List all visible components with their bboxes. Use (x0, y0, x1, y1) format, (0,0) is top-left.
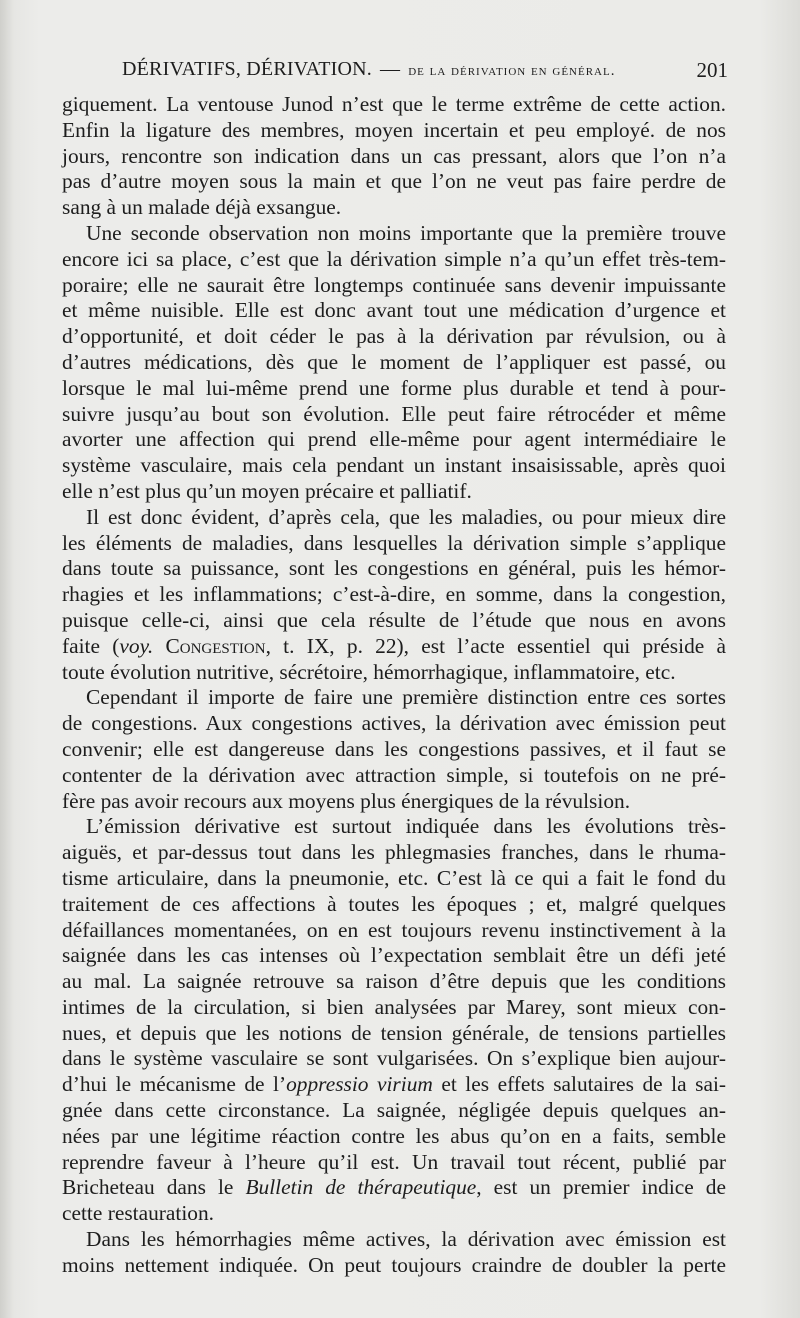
text-line: giquement. La ventouse Junod n’est que le terme extrême de cette action. (62, 92, 726, 116)
text-line: gnée dans cette circonstance. La saignée, négligée depuis quelques an- (62, 1098, 726, 1123)
text-line: dans toute sa puissance, sont les congestions en général, puis les hémor- (62, 556, 726, 581)
text-line: saignée dans les cas intenses où l’expectation semblait être un défi jeté (62, 943, 726, 968)
section-title: de la dérivation en général. (408, 63, 616, 79)
text-line: système vasculaire, mais cela pendant un instant insaisissable, après quoi (62, 453, 726, 478)
text-run: d’hui le mécanisme de l’ (62, 1072, 287, 1097)
text-line: toute évolution nutritive, sécrétoire, hémorrhagique, inflammatoire, etc. (62, 659, 676, 684)
text-line: Il est donc évident, d’après cela, que les maladies, ou pour mieux dire (86, 504, 726, 529)
text-line: reprendre faveur à l’heure qu’il est. Un travail tout récent, publié par (62, 1149, 726, 1174)
text-line: traitement de ces affections à toutes les époques ; et, malgré quelques (62, 891, 726, 916)
text-line: contenter de la dérivation avec attraction simple, si toutefois on ne pré- (62, 762, 726, 787)
text-line (62, 634, 726, 660)
text-line: avorter une affection qui prend elle-même pour agent intermédiaire le (62, 427, 726, 452)
text-line: pas d’autre moyen sous la main et que l’on ne veut pas faire perdre de (62, 169, 726, 194)
text-line: suivre jusqu’au bout son évolution. Elle peut faire rétrocéder et même (62, 401, 726, 426)
text-run: , est un premier indice de (476, 1175, 726, 1200)
text-line: cette restauration. (62, 1201, 215, 1226)
text-line: encore ici sa place, c’est que la dérivation simple n’a qu’un effet très-tem- (62, 246, 726, 271)
text-run: , t. IX, p. 22), est l’acte essentiel qui préside à (265, 633, 726, 658)
header-title (122, 58, 615, 81)
running-title: DÉRIVATIFS, DÉRIVATION. (122, 58, 372, 80)
text-line: Enfin la ligature des membres, moyen incertain et peu employé. de nos (62, 117, 726, 142)
text-line (62, 1072, 726, 1098)
text-line: aiguës, et par-dessus tout dans les phlegmasies franches, dans le rhuma- (62, 840, 726, 865)
small-caps-text: Congestion (153, 633, 266, 658)
text-run: Bricheteau dans le (62, 1175, 246, 1200)
header-dash: — (380, 58, 401, 80)
text-line: dans le système vasculaire se sont vulgarisées. On s’explique bien aujour- (62, 1046, 726, 1071)
text-line: d’opportunité, et doit céder le pas à la dérivation par révulsion, ou à (62, 324, 726, 349)
text-line: Dans les hémorrhagies même actives, la dérivation avec émission est (86, 1227, 726, 1252)
text-line: moins nettement indiquée. On peut toujours craindre de doubler la perte (62, 1252, 726, 1277)
text-line: puisque celle-ci, ainsi que cela résulte de l’étude que nous en avons (62, 607, 726, 632)
text-line: nues, et depuis que les notions de tension générale, de tensions partielles (62, 1020, 726, 1045)
italic-text: oppressio virium (286, 1072, 433, 1097)
text-line: fère pas avoir recours aux moyens plus énergiques de la révulsion. (62, 788, 631, 813)
text-line (62, 1175, 726, 1201)
text-line: défaillances momentanées, on en est toujours revenu instinctivement à la (62, 917, 726, 942)
text-line: nées par une légitime réaction contre les abus qu’on en a faits, semble (62, 1123, 726, 1148)
text-run: et les effets salutaires de la sai- (432, 1072, 727, 1097)
text-run: faite ( (62, 633, 120, 658)
text-line: intimes de la circulation, si bien analysées par Marey, sont mieux con- (62, 994, 726, 1019)
italic-text: Bulletin de thérapeutique (245, 1175, 477, 1200)
text-line: L’émission dérivative est surtout indiquée dans les évolutions très- (86, 814, 726, 839)
text-line: les éléments de maladies, dans lesquelles la dérivation simple s’applique (62, 530, 726, 555)
text-line: rhagies et les inflammations; c’est-à-dire, en somme, dans la congestion, (62, 582, 726, 607)
text-line: convenir; elle est dangereuse dans les congestions passives, et il faut se (62, 736, 726, 761)
text-line: elle n’est plus qu’un moyen précaire et palliatif. (62, 478, 472, 503)
italic-text: voy. (119, 633, 154, 658)
text-line: de congestions. Aux congestions actives, la dérivation avec émission peut (62, 711, 726, 736)
page-number: 201 (696, 58, 728, 82)
text-line: au mal. La saignée retrouve sa raison d’être depuis que les conditions (62, 969, 726, 994)
text-line: d’autres médications, dès que le moment de l’appliquer est passé, ou (62, 349, 726, 374)
text-line: tisme articulaire, dans la pneumonie, etc. C’est là ce qui a fait le fond du (62, 865, 726, 890)
text-body (62, 92, 726, 1279)
text-line: lorsque le mal lui-même prend une forme plus durable et tend à pour- (62, 375, 726, 400)
text-line: jours, rencontre son indication dans un cas pressant, alors que l’on n’a (62, 143, 726, 168)
text-line: Une seconde observation non moins importante que la première trouve (86, 220, 726, 245)
text-line: Cependant il importe de faire une première distinction entre ces sortes (86, 685, 726, 710)
text-line: sang à un malade déjà exsangue. (62, 195, 342, 220)
text-line: et même nuisible. Elle est donc avant tout une médication d’urgence et (62, 298, 726, 323)
running-header (62, 58, 728, 88)
text-line: poraire; elle ne saurait être longtemps continuée sans devenir impuissante (62, 272, 726, 297)
